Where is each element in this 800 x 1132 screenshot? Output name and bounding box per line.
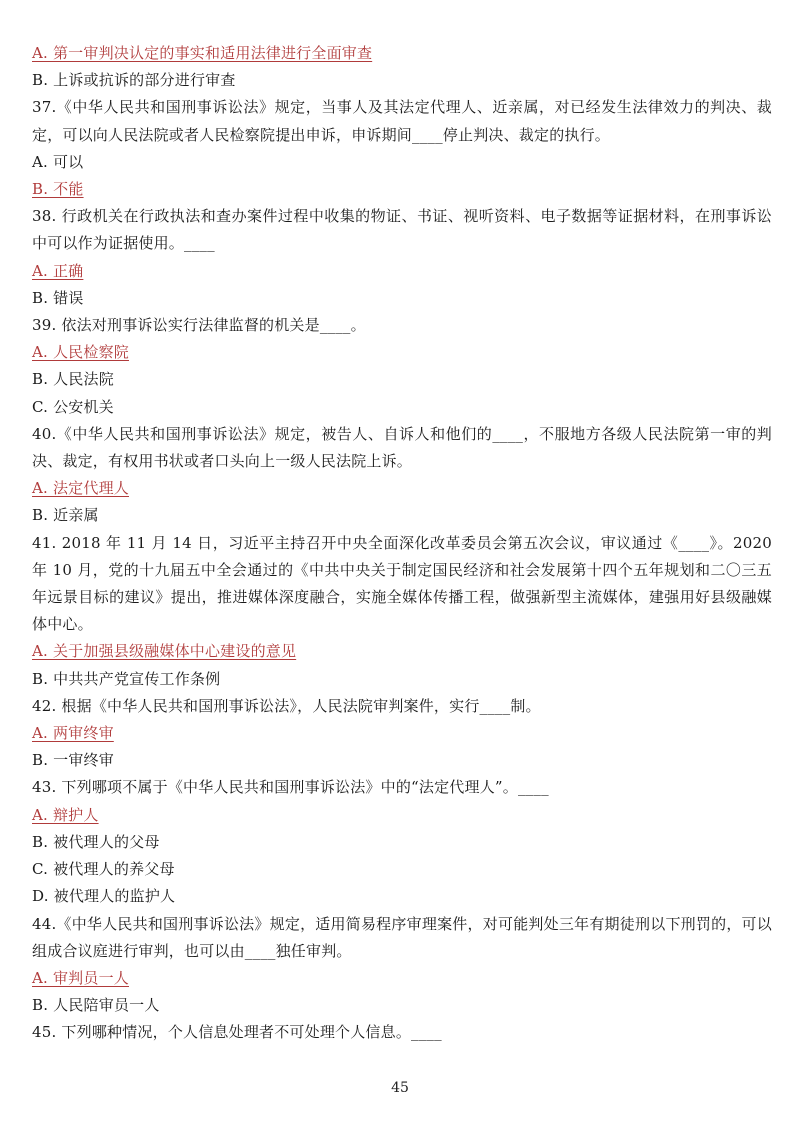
answer-option [32,176,772,203]
text-line [32,366,772,393]
correct-answer-text: A. 第一审判决认定的事实和适用法律进行全面审查 [32,44,373,62]
text-line [32,394,772,421]
text-line [32,94,772,148]
text-line [32,149,772,176]
correct-answer-text: B. 不能 [32,180,84,199]
text-line [32,883,772,910]
text-line [32,911,772,965]
answer-option [32,965,772,992]
answer-option [32,475,772,502]
line-text: B. 被代理人的父母 [32,832,160,851]
line-text: 44.《中华人民共和国刑事诉讼法》规定，适用简易程序审理案件，对可能判处三年有期徒刑以下刑罚的，可以组成合议庭进行审判，也可以由____独任审判。 [32,914,772,960]
answer-option [32,802,772,829]
line-text: C. 被代理人的养父母 [32,860,175,879]
correct-answer-text: A. 关于加强县级融媒体中心建设的意见 [32,642,297,661]
line-text: D. 被代理人的监护人 [32,887,176,906]
answer-option [32,638,772,665]
correct-answer-text: A. 审判员一人 [32,968,129,987]
line-text: B. 人民陪审员一人 [32,996,160,1015]
correct-answer-text: A. 法定代理人 [32,479,129,498]
page-number: 45 [391,1080,409,1096]
line-text: A. 可以 [32,152,84,171]
line-text: 40.《中华人民共和国刑事诉讼法》规定，被告人、自诉人和他们的____，不服地方各级人民法院第一审的判决、裁定，有权用书状或者口头向上一级人民法院上诉。 [32,424,772,471]
correct-answer-text: A. 两审终审 [32,724,114,743]
text-line [32,774,772,801]
text-line [32,203,772,257]
line-text: 41. 2018 年 11 月 14 日，习近平主持召开中央全面深化改革委员会第五次会议，审议通过《____》。2020 年 10 月，党的十九届五中全会通过的《中共中央关于制定国民经济和社会发展第十四个五年规划和二〇三五年远景目标的建议》提出，推进媒体深度融合，实施全媒体传播工程，做强新型主流媒体，建强用好县级融媒体中心。 [32,533,772,634]
document-page [32,40,772,1047]
text-line [32,421,772,475]
correct-answer-text: A. 辩护人 [32,805,99,824]
line-text: B. 上诉或抗诉的部分进行审查 [32,71,236,90]
text-line [32,747,772,774]
line-text: B. 错误 [32,288,84,307]
answer-option [32,258,772,285]
line-text: 42. 根据《中华人民共和国刑事诉讼法》，人民法院审判案件，实行____制。 [32,696,541,715]
line-text: B. 中共共产党宣传工作条例 [32,669,221,688]
line-text: B. 近亲属 [32,506,99,525]
text-line [32,530,772,639]
line-text: B. 一审终审 [32,751,114,770]
line-text: 39. 依法对刑事诉讼实行法律监督的机关是____。 [32,316,366,335]
line-text: 45. 下列哪种情况，个人信息处理者不可处理个人信息。____ [32,1023,442,1042]
answer-option [32,720,772,747]
text-line [32,312,772,339]
line-text: C. 公安机关 [32,397,114,416]
line-text: B. 人民法院 [32,370,114,389]
line-text: 37.《中华人民共和国刑事诉讼法》规定，当事人及其法定代理人、近亲属，对已经发生法律效力的判决、裁定，可以向人民法院或者人民检察院提出申诉，申诉期间____停止判决、裁定的执行。 [32,98,772,144]
text-line [32,666,772,693]
text-line [32,693,772,720]
correct-answer-text: A. 人民检察院 [32,343,129,362]
text-line [32,285,772,312]
line-text: 43. 下列哪项不属于《中华人民共和国刑事诉讼法》中的“法定代理人”。____ [32,778,549,797]
text-line [32,502,772,529]
answer-option [32,40,772,67]
text-line [32,829,772,856]
answer-option [32,339,772,366]
line-text: 38. 行政机关在行政执法和查办案件过程中收集的物证、书证、视听资料、电子数据等证据材料，在刑事诉讼中可以作为证据使用。____ [32,207,772,253]
text-line [32,992,772,1019]
text-line [32,856,772,883]
correct-answer-text: A. 正确 [32,261,84,280]
text-line [32,1019,772,1046]
text-line [32,67,772,94]
